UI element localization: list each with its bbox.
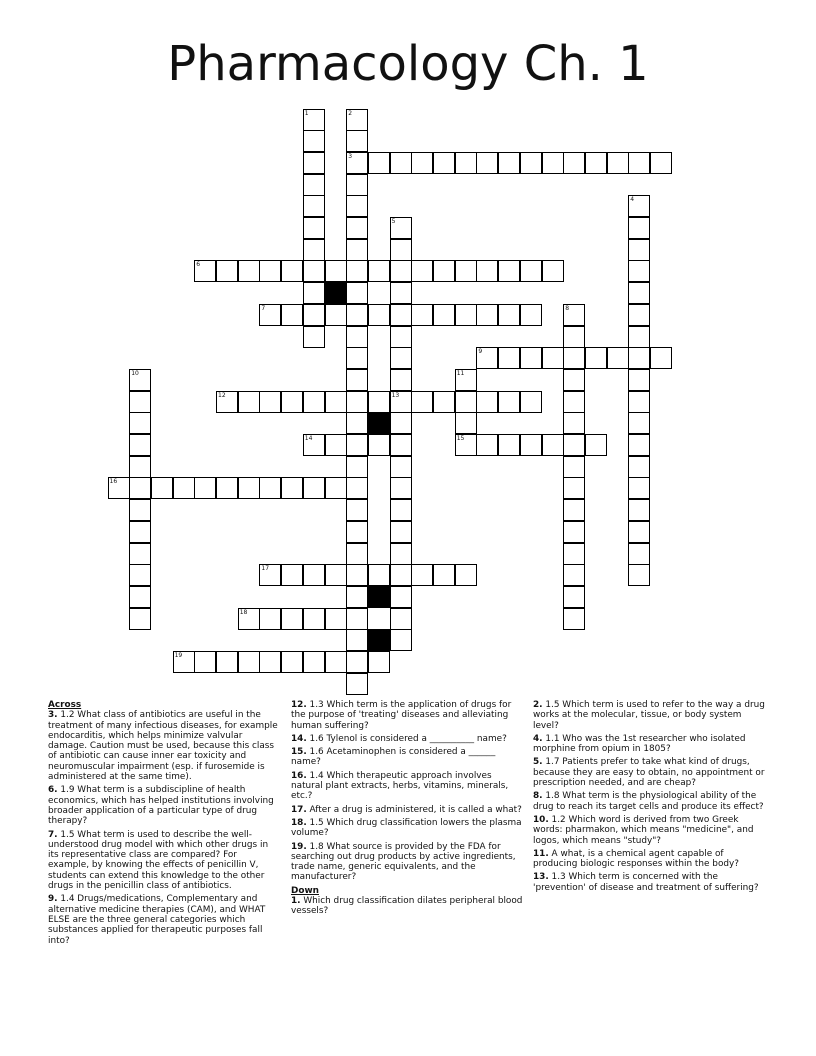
grid-cell[interactable] — [650, 347, 672, 369]
grid-cell[interactable] — [129, 477, 151, 499]
grid-cell[interactable] — [325, 391, 347, 413]
grid-cell[interactable] — [455, 152, 477, 174]
grid-cell[interactable] — [455, 260, 477, 282]
grid-cell[interactable] — [563, 326, 585, 348]
clue-number: 1 — [304, 109, 309, 117]
grid-cell[interactable] — [325, 477, 347, 499]
grid-cell[interactable] — [129, 608, 151, 630]
grid-cell[interactable] — [563, 543, 585, 565]
grid-cell[interactable] — [303, 651, 325, 673]
grid-cell[interactable] — [129, 499, 151, 521]
grid-cell[interactable] — [346, 282, 368, 304]
grid-cell[interactable] — [346, 304, 368, 326]
clue-number: 18 — [239, 608, 248, 616]
grid-cell[interactable] — [303, 152, 325, 174]
clue-text: 1.6 Tylenol is considered a __________ name? — [306, 733, 507, 744]
grid-cell[interactable] — [563, 304, 585, 326]
grid-cell[interactable] — [303, 174, 325, 196]
grid-cell[interactable] — [498, 260, 520, 282]
grid-cell[interactable] — [520, 347, 542, 369]
grid-cell[interactable] — [542, 347, 564, 369]
grid-cell[interactable] — [628, 456, 650, 478]
clue-number: 8 — [565, 304, 570, 312]
clue-item — [291, 842, 523, 883]
grid-cell[interactable] — [542, 260, 564, 282]
grid-cell[interactable] — [628, 543, 650, 565]
grid-cell[interactable] — [476, 152, 498, 174]
grid-cell[interactable] — [325, 651, 347, 673]
grid-cell[interactable] — [151, 477, 173, 499]
clue-text: 1.4 Drugs/medications, Complementary and alternative medicine therapies (CAM), and WHAT ELSE are the three general categories which substances applied for therapeutic purposes fall into? — [48, 894, 266, 946]
clue-number: 11 — [456, 369, 465, 377]
grid-cell[interactable] — [259, 564, 281, 586]
grid-cell[interactable] — [346, 152, 368, 174]
grid-cell[interactable] — [628, 521, 650, 543]
grid-cell[interactable] — [607, 347, 629, 369]
grid-cell[interactable] — [129, 369, 151, 391]
clue-item — [291, 771, 523, 802]
clue-number-label: 19. — [291, 841, 307, 852]
grid-cell[interactable] — [346, 239, 368, 261]
clue-item — [48, 710, 280, 782]
grid-cell[interactable] — [281, 391, 303, 413]
grid-cell[interactable] — [628, 347, 650, 369]
grid-cell[interactable] — [498, 434, 520, 456]
clue-number-label: 15. — [291, 747, 307, 758]
grid-cell[interactable] — [498, 391, 520, 413]
clue-number-label: 11. — [533, 848, 549, 859]
clue-text: 1.4 Which therapeutic approach involves natural plant extracts, herbs, vitamins, minerals, etc.? — [291, 770, 509, 802]
grid-cell[interactable] — [346, 260, 368, 282]
grid-cell[interactable] — [303, 391, 325, 413]
grid-cell[interactable] — [303, 434, 325, 456]
grid-cell[interactable] — [628, 412, 650, 434]
clue-text: 1.5 Which drug classification lowers the plasma volume? — [291, 817, 522, 839]
grid-cell[interactable] — [390, 608, 412, 630]
grid-cell[interactable] — [563, 412, 585, 434]
grid-cell[interactable] — [390, 629, 412, 651]
grid-cell[interactable] — [325, 564, 347, 586]
clue-item — [291, 734, 523, 744]
grid-cell[interactable] — [563, 477, 585, 499]
grid-cell[interactable] — [433, 564, 455, 586]
grid-cell[interactable] — [476, 347, 498, 369]
grid-cell[interactable] — [628, 326, 650, 348]
grid-cell[interactable] — [346, 499, 368, 521]
clue-number: 13 — [391, 391, 400, 399]
puzzle-title: Pharmacology Ch. 1 — [167, 36, 649, 92]
grid-cell[interactable] — [563, 391, 585, 413]
grid-cell[interactable] — [238, 260, 260, 282]
grid-cell[interactable] — [194, 260, 216, 282]
grid-cell[interactable] — [303, 304, 325, 326]
clue-text: 1.5 Which term is used to refer to the way a drug works at the molecular, tissue, or body system level? — [533, 700, 765, 731]
grid-cell[interactable] — [346, 369, 368, 391]
clue-number-label: 17. — [291, 804, 307, 815]
clue-item — [533, 700, 765, 731]
grid-cell[interactable] — [346, 586, 368, 608]
clue-number-label: 7. — [48, 829, 58, 840]
grid-cell[interactable] — [476, 260, 498, 282]
grid-cell[interactable] — [108, 477, 130, 499]
grid-cell[interactable] — [455, 391, 477, 413]
grid-cell[interactable] — [346, 543, 368, 565]
grid-cell[interactable] — [259, 260, 281, 282]
grid-cell[interactable] — [628, 239, 650, 261]
grid-cell[interactable] — [129, 586, 151, 608]
clue-number-label: 14. — [291, 733, 307, 744]
grid-cell[interactable] — [390, 543, 412, 565]
grid-cell[interactable] — [281, 651, 303, 673]
down-heading: Down — [291, 885, 319, 896]
clue-number: 5 — [391, 218, 396, 225]
across-clue-list-continued — [291, 700, 523, 883]
clue-number: 16 — [109, 478, 118, 486]
black-cell — [368, 629, 390, 651]
grid-cell[interactable] — [303, 260, 325, 282]
clue-item — [48, 785, 280, 826]
grid-cell[interactable] — [585, 347, 607, 369]
down-clue-list — [291, 896, 523, 917]
grid-cell[interactable] — [628, 217, 650, 239]
grid-cell[interactable] — [390, 326, 412, 348]
grid-cell[interactable] — [563, 499, 585, 521]
grid-cell[interactable] — [520, 304, 542, 326]
grid-cell[interactable] — [542, 434, 564, 456]
clue-item — [533, 791, 765, 812]
grid-cell[interactable] — [346, 326, 368, 348]
black-cell — [325, 282, 347, 304]
clue-item — [291, 818, 523, 839]
clue-text: Which drug classification dilates peripheral blood vessels? — [291, 896, 523, 917]
clue-text: 1.3 Which term is the application of drugs for the purpose of 'treating' diseases and alleviating human suffering? — [291, 700, 512, 731]
grid-cell[interactable] — [455, 369, 477, 391]
grid-cell[interactable] — [216, 260, 238, 282]
grid-cell[interactable] — [628, 260, 650, 282]
across-heading: Across — [48, 700, 82, 710]
grid-cell[interactable] — [129, 412, 151, 434]
grid-cell[interactable] — [390, 521, 412, 543]
grid-cell[interactable] — [563, 521, 585, 543]
grid-cell[interactable] — [542, 152, 564, 174]
clue-number: 17 — [261, 565, 270, 573]
grid-cell[interactable] — [368, 651, 390, 673]
grid-cell[interactable] — [259, 608, 281, 630]
grid-cell[interactable] — [346, 608, 368, 630]
grid-cell[interactable] — [281, 608, 303, 630]
grid-cell[interactable] — [281, 564, 303, 586]
grid-cell[interactable] — [563, 564, 585, 586]
grid-cell[interactable] — [628, 152, 650, 174]
clue-item — [291, 700, 523, 731]
clue-number: 19 — [174, 652, 183, 659]
clue-number-label: 9. — [48, 894, 58, 905]
clue-number-label: 16. — [291, 770, 307, 781]
grid-cell[interactable] — [346, 412, 368, 434]
grid-cell[interactable] — [390, 456, 412, 478]
clue-number-label: 1. — [291, 896, 301, 907]
clue-text: 1.5 What term is used to describe the well-understood drug model with which other drugs in its representative class are compared? For example, by knowing the effects of penicillin V, students can extend this knowledge to the other drugs in the penicillin class of antibiotics. — [48, 829, 269, 892]
clues-column-3 — [533, 700, 765, 896]
grid-cell[interactable] — [563, 434, 585, 456]
grid-cell[interactable] — [303, 326, 325, 348]
grid-cell[interactable] — [433, 304, 455, 326]
grid-cell[interactable] — [390, 564, 412, 586]
grid-cell[interactable] — [433, 391, 455, 413]
grid-cell[interactable] — [390, 434, 412, 456]
clue-item — [533, 734, 765, 755]
grid-cell[interactable] — [173, 651, 195, 673]
clue-item — [291, 896, 523, 917]
grid-cell[interactable] — [520, 434, 542, 456]
grid-cell[interactable] — [129, 391, 151, 413]
grid-cell[interactable] — [368, 391, 390, 413]
grid-cell[interactable] — [476, 304, 498, 326]
clue-text: 1.9 What term is a subdiscipline of health economics, which has helped institutions involving broader application of a particular type of drug therapy? — [48, 785, 274, 827]
grid-cell[interactable] — [607, 152, 629, 174]
black-cell — [368, 412, 390, 434]
grid-cell[interactable] — [455, 412, 477, 434]
down-clue-list-continued — [533, 700, 765, 893]
grid-cell[interactable] — [194, 651, 216, 673]
grid-cell[interactable] — [259, 651, 281, 673]
grid-cell[interactable] — [520, 152, 542, 174]
grid-cell[interactable] — [390, 347, 412, 369]
across-clue-list — [48, 710, 280, 946]
grid-cell[interactable] — [303, 217, 325, 239]
grid-cell[interactable] — [303, 477, 325, 499]
grid-cell[interactable] — [585, 434, 607, 456]
grid-cell[interactable] — [628, 499, 650, 521]
clue-number: 12 — [218, 391, 226, 399]
grid-cell[interactable] — [129, 521, 151, 543]
grid-cell[interactable] — [628, 304, 650, 326]
grid-cell[interactable] — [303, 282, 325, 304]
clues-column-1 — [48, 700, 280, 949]
grid-cell[interactable] — [476, 391, 498, 413]
clue-number: 10 — [131, 369, 139, 377]
grid-cell[interactable] — [346, 130, 368, 152]
grid-cell[interactable] — [390, 260, 412, 282]
grid-cell[interactable] — [303, 608, 325, 630]
grid-cell[interactable] — [498, 347, 520, 369]
clue-text: After a drug is administered, it is called a what? — [306, 804, 522, 815]
clue-number: 4 — [630, 196, 635, 204]
grid-cell[interactable] — [455, 564, 477, 586]
grid-cell[interactable] — [476, 434, 498, 456]
grid-cell[interactable] — [455, 434, 477, 456]
grid-cell[interactable] — [628, 434, 650, 456]
grid-cell[interactable] — [390, 369, 412, 391]
grid-cell[interactable] — [390, 499, 412, 521]
grid-cell[interactable] — [628, 195, 650, 217]
grid-cell[interactable] — [129, 456, 151, 478]
grid-cell[interactable] — [346, 217, 368, 239]
grid-cell[interactable] — [303, 239, 325, 261]
clue-text: A what, is a chemical agent capable of producing biologic responses within the body? — [533, 848, 739, 870]
grid-cell[interactable] — [346, 477, 368, 499]
grid-cell[interactable] — [346, 391, 368, 413]
clue-number: 3 — [348, 152, 353, 160]
clue-text: 1.2 Which word is derived from two Greek words: pharmakon, which means "medicine", and logos, which means "study"? — [533, 814, 754, 846]
clue-number-label: 3. — [48, 710, 58, 721]
clue-number-label: 6. — [48, 785, 58, 796]
clue-number-label: 10. — [533, 814, 549, 825]
grid-cell[interactable] — [129, 564, 151, 586]
clue-item — [48, 830, 280, 892]
clue-text: 1.7 Patients prefer to take what kind of drugs, because they are easy to obtain, no appointment or prescription needed, and are cheap? — [533, 757, 765, 789]
clue-number: 15 — [456, 435, 465, 442]
grid-cell[interactable] — [563, 456, 585, 478]
grid-cell[interactable] — [411, 391, 433, 413]
clue-text: 1.8 What source is provided by the FDA for searching out drug products by active ingredients, trade name, generic equivalents, and the manufacturer? — [291, 841, 516, 883]
clue-number: 14 — [304, 435, 313, 442]
clue-item — [48, 894, 280, 945]
grid-cell[interactable] — [303, 130, 325, 152]
grid-cell[interactable] — [455, 304, 477, 326]
clue-text: 1.3 Which term is concerned with the 'prevention' of disease and treatment of suffering? — [533, 872, 759, 893]
grid-cell[interactable] — [238, 391, 260, 413]
grid-cell[interactable] — [281, 260, 303, 282]
grid-cell[interactable] — [346, 651, 368, 673]
grid-cell[interactable] — [563, 347, 585, 369]
grid-cell[interactable] — [238, 477, 260, 499]
grid-cell[interactable] — [346, 673, 368, 695]
grid-cell[interactable] — [563, 608, 585, 630]
clue-number: 9 — [478, 348, 483, 356]
grid-cell[interactable] — [411, 260, 433, 282]
grid-cell[interactable] — [390, 586, 412, 608]
grid-cell[interactable] — [563, 369, 585, 391]
grid-cell[interactable] — [390, 282, 412, 304]
clue-number-label: 8. — [533, 791, 543, 802]
clue-number-label: 13. — [533, 872, 549, 883]
grid-cell[interactable] — [563, 152, 585, 174]
grid-cell[interactable] — [259, 304, 281, 326]
grid-cell[interactable] — [346, 456, 368, 478]
clue-number-label: 2. — [533, 700, 543, 710]
grid-cell[interactable] — [368, 564, 390, 586]
grid-cell[interactable] — [346, 629, 368, 651]
grid-cell[interactable] — [563, 586, 585, 608]
grid-cell[interactable] — [520, 391, 542, 413]
clue-item — [533, 815, 765, 846]
grid-cell[interactable] — [259, 477, 281, 499]
grid-cell[interactable] — [411, 564, 433, 586]
grid-cell[interactable] — [628, 477, 650, 499]
clue-text: 1.6 Acetaminophen is considered a ______ name? — [291, 747, 496, 768]
grid-cell[interactable] — [173, 477, 195, 499]
grid-cell[interactable] — [411, 304, 433, 326]
grid-cell[interactable] — [628, 564, 650, 586]
grid-cell[interactable] — [390, 239, 412, 261]
grid-cell[interactable] — [216, 651, 238, 673]
clue-text: 1.8 What term is the physiological ability of the drug to reach its target cells and produce its effect? — [533, 791, 764, 812]
grid-cell[interactable] — [346, 195, 368, 217]
grid-cell[interactable] — [368, 152, 390, 174]
clue-number-label: 18. — [291, 817, 307, 828]
grid-cell[interactable] — [520, 260, 542, 282]
grid-cell[interactable] — [346, 434, 368, 456]
grid-cell[interactable] — [411, 152, 433, 174]
clue-number-label: 5. — [533, 757, 543, 768]
grid-cell[interactable] — [325, 608, 347, 630]
clue-number: 6 — [196, 261, 201, 269]
clue-number: 7 — [261, 304, 266, 312]
grid-cell[interactable] — [346, 109, 368, 131]
grid-cell[interactable] — [433, 260, 455, 282]
grid-cell[interactable] — [194, 477, 216, 499]
grid-cell[interactable] — [129, 543, 151, 565]
grid-cell[interactable] — [303, 564, 325, 586]
grid-cell[interactable] — [346, 521, 368, 543]
clue-number-label: 4. — [533, 733, 543, 744]
grid-cell[interactable] — [216, 477, 238, 499]
grid-cell[interactable] — [498, 152, 520, 174]
grid-cell[interactable] — [628, 369, 650, 391]
grid-cell[interactable] — [346, 564, 368, 586]
grid-cell[interactable] — [390, 152, 412, 174]
grid-cell[interactable] — [390, 217, 412, 239]
clues-column-2 — [291, 700, 523, 920]
grid-cell[interactable] — [346, 174, 368, 196]
grid-cell[interactable] — [390, 477, 412, 499]
grid-cell[interactable] — [346, 347, 368, 369]
grid-cell[interactable] — [368, 434, 390, 456]
grid-cell[interactable] — [325, 260, 347, 282]
grid-cell[interactable] — [433, 152, 455, 174]
grid-cell[interactable] — [585, 152, 607, 174]
grid-cell[interactable] — [390, 391, 412, 413]
grid-cell[interactable] — [368, 304, 390, 326]
grid-cell[interactable] — [628, 391, 650, 413]
grid-cell[interactable] — [129, 434, 151, 456]
clue-item — [533, 872, 765, 893]
grid-cell[interactable] — [650, 152, 672, 174]
grid-cell[interactable] — [628, 282, 650, 304]
black-cell — [368, 586, 390, 608]
grid-cell[interactable] — [303, 195, 325, 217]
grid-cell[interactable] — [281, 477, 303, 499]
clue-text: 1.2 What class of antibiotics are useful in the treatment of many infectious diseases, for example endocarditis, which helps minimize valvular damage. Caution must be used, because this class of antibiotic can cause inner ear toxicity and neuromuscular impairment (esp. if furosemide is administered at the same time). — [48, 710, 278, 783]
grid-cell[interactable] — [238, 651, 260, 673]
clue-text: 1.1 Who was the 1st researcher who isolated morphine from opium in 1805? — [533, 733, 746, 755]
grid-cell[interactable] — [390, 304, 412, 326]
clue-item — [291, 805, 523, 815]
clue-item — [533, 849, 765, 870]
clue-number-label: 12. — [291, 700, 307, 710]
grid-cell[interactable] — [390, 412, 412, 434]
grid-cell[interactable] — [325, 304, 347, 326]
grid-cell[interactable] — [281, 304, 303, 326]
grid-cell[interactable] — [303, 109, 325, 131]
clue-item — [533, 757, 765, 788]
grid-cell[interactable] — [498, 304, 520, 326]
grid-cell[interactable] — [325, 434, 347, 456]
grid-cell[interactable] — [238, 608, 260, 630]
grid-cell[interactable] — [259, 391, 281, 413]
clue-number: 2 — [348, 109, 353, 117]
grid-cell[interactable] — [368, 260, 390, 282]
grid-cell[interactable] — [216, 391, 238, 413]
clue-item — [291, 747, 523, 768]
